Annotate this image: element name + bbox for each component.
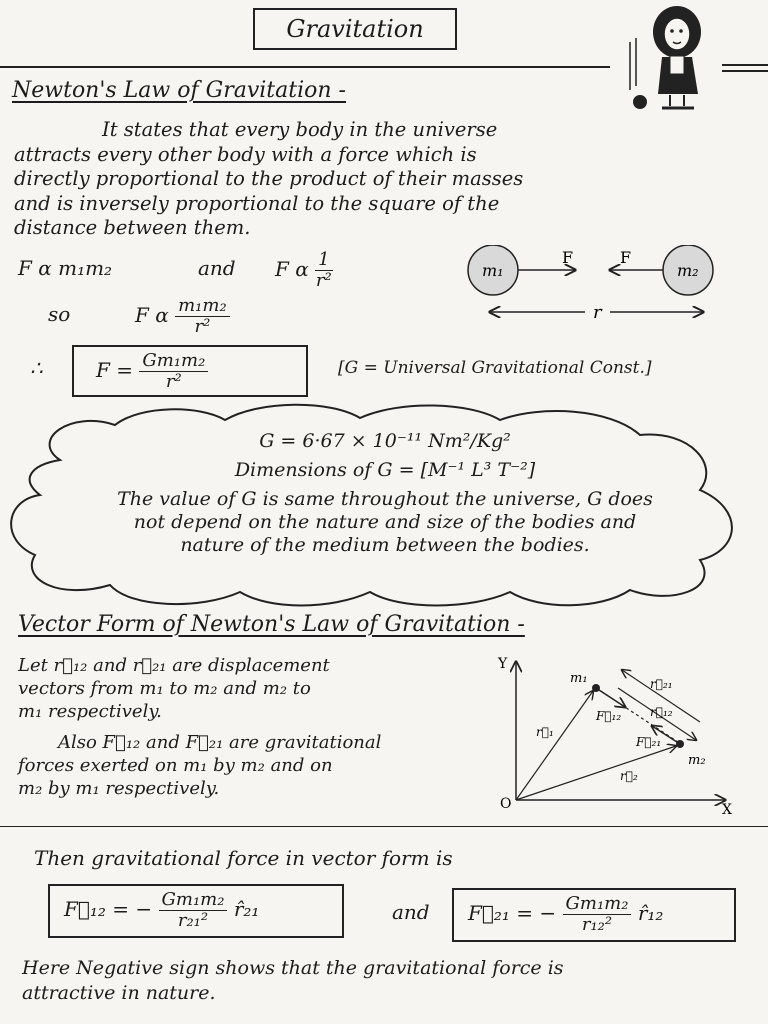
- formula-fraction: [139, 351, 208, 392]
- fraction-denominator: r²: [194, 316, 211, 337]
- r1-label: r⃗₁: [536, 725, 554, 739]
- prop2-fraction: [315, 250, 332, 291]
- law-line: distance between them.: [14, 216, 251, 239]
- g-note-line: not depend on the nature and size of the bodies and: [133, 511, 637, 533]
- force-label-left: F: [562, 248, 574, 267]
- conclusion-line: Here Negative sign shows that the gravitational force is: [22, 957, 564, 979]
- fraction-denominator: r²: [315, 270, 332, 291]
- vector-line: Also F⃗₁₂ and F⃗₂₁ are gravitational: [58, 732, 382, 753]
- formula-lhs: F =: [96, 358, 133, 382]
- prop2-lhs: F α: [275, 257, 309, 281]
- f12-vector: [596, 688, 625, 707]
- vector-line: Let r⃗₁₂ and r⃗₂₁ are displacement: [18, 655, 330, 676]
- f12-formula: [64, 890, 259, 931]
- vector-definition: [18, 654, 478, 800]
- fraction-numerator: Gm₁m₂: [139, 351, 208, 372]
- gravitation-formula-box: [72, 345, 308, 397]
- origin-label: O: [500, 796, 512, 812]
- distance-label: r: [593, 302, 602, 323]
- vector-form-intro: Then gravitational force in vector form is: [34, 846, 453, 870]
- g-note-line: nature of the medium between the bodies.: [180, 534, 590, 556]
- page-title: Gravitation: [253, 8, 457, 50]
- conclusion: [22, 956, 757, 1006]
- r2-vector: [516, 746, 676, 800]
- so-fraction: [175, 296, 230, 337]
- vector-line: vectors from m₁ to m₂ and m₂ to: [18, 678, 311, 699]
- vector-line: forces exerted on m₁ by m₂ and on: [18, 755, 333, 776]
- conclusion-line: attractive in nature.: [22, 982, 216, 1004]
- fraction-denominator: r₂₁²: [177, 910, 209, 931]
- and-label-1: and: [198, 256, 236, 280]
- eq2-lhs: F⃗₂₁ = −: [468, 901, 557, 925]
- fraction-numerator: Gm₁m₂: [563, 894, 632, 915]
- vector-diagram: [490, 652, 760, 822]
- eq1-fraction: [159, 890, 228, 931]
- r21-label: r⃗₂₁: [650, 677, 673, 691]
- g-value: G = 6·67 × 10⁻¹¹ Nm²/Kg²: [259, 430, 511, 452]
- proportionality-2: [275, 250, 333, 291]
- header-rule-right: [722, 64, 768, 66]
- y-axis-label: Y: [498, 656, 508, 672]
- eq2-unit-vector: r̂₁₂: [637, 901, 664, 925]
- section-heading-vector-form: Vector Form of Newton's Law of Gravitation -: [18, 612, 525, 637]
- cloud-content: [40, 430, 730, 557]
- vector-line: m₁ respectively.: [18, 701, 162, 722]
- proportionality-1: F α m₁m₂: [18, 256, 113, 280]
- g-definition: [G = Universal Gravitational Const.]: [338, 358, 652, 378]
- fraction-numerator: Gm₁m₂: [159, 890, 228, 911]
- proportionality-combined: [135, 296, 230, 337]
- m1-label: m₁: [482, 261, 504, 280]
- fraction-numerator: m₁m₂: [175, 296, 230, 317]
- r12-label: r⃗₁₂: [650, 705, 673, 719]
- f12-label: F⃗₁₂: [596, 709, 622, 723]
- eq1-unit-vector: r̂₂₁: [233, 897, 260, 921]
- r1-vector: [516, 691, 593, 800]
- vector-line: m₂ by m₁ respectively.: [18, 778, 220, 799]
- m2-point-label: m₂: [688, 753, 706, 768]
- so-label: so: [48, 302, 71, 326]
- section-heading-newton-law: Newton's Law of Gravitation -: [12, 78, 346, 103]
- law-statement: [14, 118, 726, 241]
- f21-label: F⃗₂₁: [636, 735, 662, 749]
- fraction-denominator: r₁₂²: [581, 914, 613, 935]
- g-dimensions: Dimensions of G = [M⁻¹ L³ T⁻²]: [234, 459, 536, 481]
- and-label-2: and: [392, 900, 430, 924]
- newton-cartoon-icon: [622, 2, 722, 112]
- m2-label: m₂: [677, 261, 699, 280]
- gravitation-formula: [96, 351, 208, 392]
- eq2-fraction: [563, 894, 632, 935]
- fraction-numerator: 1: [315, 250, 332, 271]
- f21-formula: [468, 894, 663, 935]
- therefore-symbol: ∴: [30, 356, 43, 380]
- x-axis-label: X: [722, 802, 732, 818]
- law-line: and is inversely proportional to the square of the: [14, 191, 500, 215]
- force-label-right: F: [620, 248, 632, 267]
- law-line: It states that every body in the universe: [102, 118, 498, 141]
- section-divider: [0, 826, 768, 827]
- m1-point-label: m₁: [570, 671, 588, 686]
- f12-formula-box: [48, 884, 344, 938]
- law-line: directly proportional to the product of their masses: [14, 167, 524, 190]
- fraction-denominator: r²: [165, 371, 182, 392]
- g-note-line: The value of G is same throughout the universe, G does: [117, 488, 653, 510]
- eq1-lhs: F⃗₁₂ = −: [64, 897, 153, 921]
- so-lhs: F α: [135, 303, 169, 327]
- f21-formula-box: [452, 888, 736, 942]
- r2-label: r⃗₂: [620, 769, 638, 783]
- law-line: attracts every other body with a force which is: [14, 142, 477, 166]
- header-rule-right-2: [722, 70, 768, 72]
- header-rule: [0, 66, 610, 68]
- two-mass-diagram: [460, 245, 730, 330]
